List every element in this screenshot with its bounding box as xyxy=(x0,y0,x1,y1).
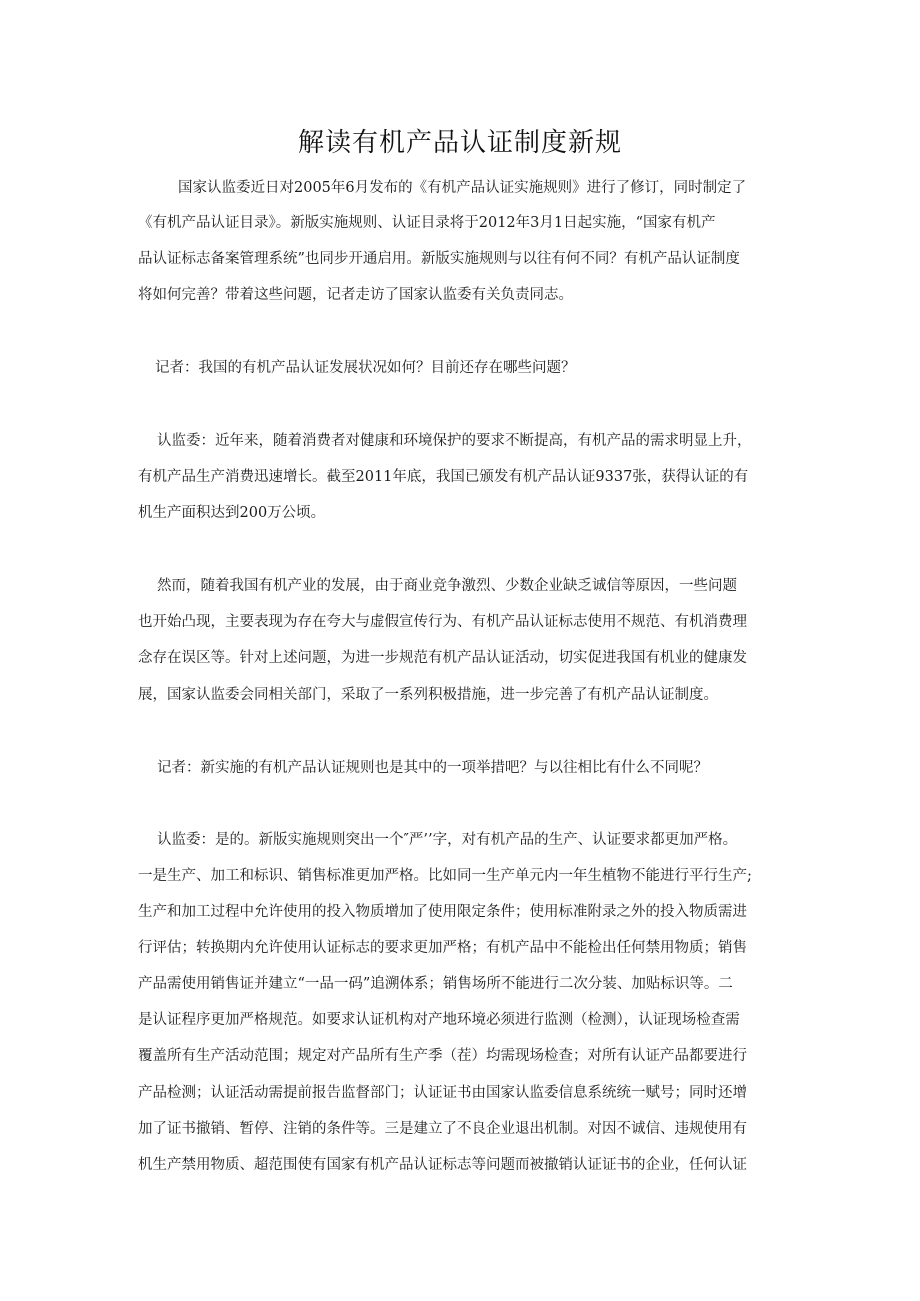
paragraph-line: 将如何完善？带着这些问题，记者走访了国家认监委有关负责同志。 xyxy=(138,287,573,303)
paragraph-line: 然而，随着我国有机产业的发展，由于商业竞争激烈、少数企业缺乏诚信等原因，一些问题 xyxy=(157,578,737,594)
paragraph-line: 机生产禁用物质、超范围使有国家有机产品认证标志等问题而被撤销认证证书的企业，任何认证 xyxy=(138,1157,747,1173)
paragraph-line: 也开始凸现，主要表现为存在夸大与虚假宣传行为、有机产品认证标志使用不规范、有机消费理 xyxy=(138,614,747,630)
paragraph-line: 一是生产、加工和标识、销售标准更加严格。比如同一生产单元内一年生植物不能进行平行生产; xyxy=(138,868,752,884)
paragraph-line: 行评估；转换期内允许使用认证标志的要求更加严格；有机产品中不能检出任何禁用物质；销售 xyxy=(138,940,747,956)
paragraph-line: 机生产面积达到200万公顷。 xyxy=(138,505,326,521)
paragraph-line: 认监委：是的。新版实施规则突出一个″严’’字，对有机产品的生产、认证要求都更加严格。 xyxy=(157,832,738,848)
paragraph-line: 认监委：近年来，随着消费者对健康和环境保护的要求不断提高，有机产品的需求明显上升， xyxy=(157,433,752,449)
paragraph-line: 念存在误区等。针对上述问题，为进一步规范有机产品认证活动，切实促进我国有机业的健康发 xyxy=(138,650,747,666)
paragraph-line: 国家认监委近日对2005年6月发布的《有机产品认证实施规则》进行了修订，同时制定了 xyxy=(178,180,747,196)
paragraph-line: 品认证标志备案管理系统”也同步开通启用。新版实施规则与以往有何不同？有机产品认证制度 xyxy=(138,251,740,267)
paragraph-line: 生产和加工过程中允许使用的投入物质增加了使用限定条件；使用标准附录之外的投入物质需进 xyxy=(138,904,747,920)
paragraph-line: 是认证程序更加严格规范。如要求认证机构对产地环境必须进行监测（检测），认证现场检查需 xyxy=(138,1012,740,1028)
paragraph-line: 记者：我国的有机产品认证发展状况如何？目前还存在哪些问题？ xyxy=(155,360,576,376)
paragraph-line: 产品检测；认证活动需提前报告监督部门；认证证书由国家认监委信息系统统一赋号；同时还增 xyxy=(138,1085,747,1101)
paragraph-line: 覆盖所有生产活动范围；规定对产品所有生产季（茬）均需现场检查；对所有认证产品都要进行 xyxy=(138,1048,747,1064)
paragraph-line: 记者：新实施的有机产品认证规则也是其中的一项举措吧？与以往相比有什么不同呢？ xyxy=(157,760,708,776)
paragraph-line: 有机产品生产消费迅速增长。截至2011年底，我国已颁发有机产品认证9337张，获得认证的有 xyxy=(138,469,749,485)
paragraph-line: 加了证书撤销、暂停、注销的条件等。三是建立了不良企业退出机制。对因不诚信、违规使用有 xyxy=(138,1121,747,1137)
document-title: 解读有机产品认证制度新规 xyxy=(297,128,622,158)
paragraph-line: 展，国家认监委会同相关部门，采取了一系列积极措施，进一步完善了有机产品认证制度。 xyxy=(138,687,718,703)
paragraph-line: 产品需使用销售证并建立“一品一码”追溯体系；销售场所不能进行二次分装、加贴标识等。二 xyxy=(138,976,733,992)
paragraph-line: 《有机产品认证目录》。新版实施规则、认证目录将于2012年3月1日起实施，“国家有机产 xyxy=(138,215,716,231)
